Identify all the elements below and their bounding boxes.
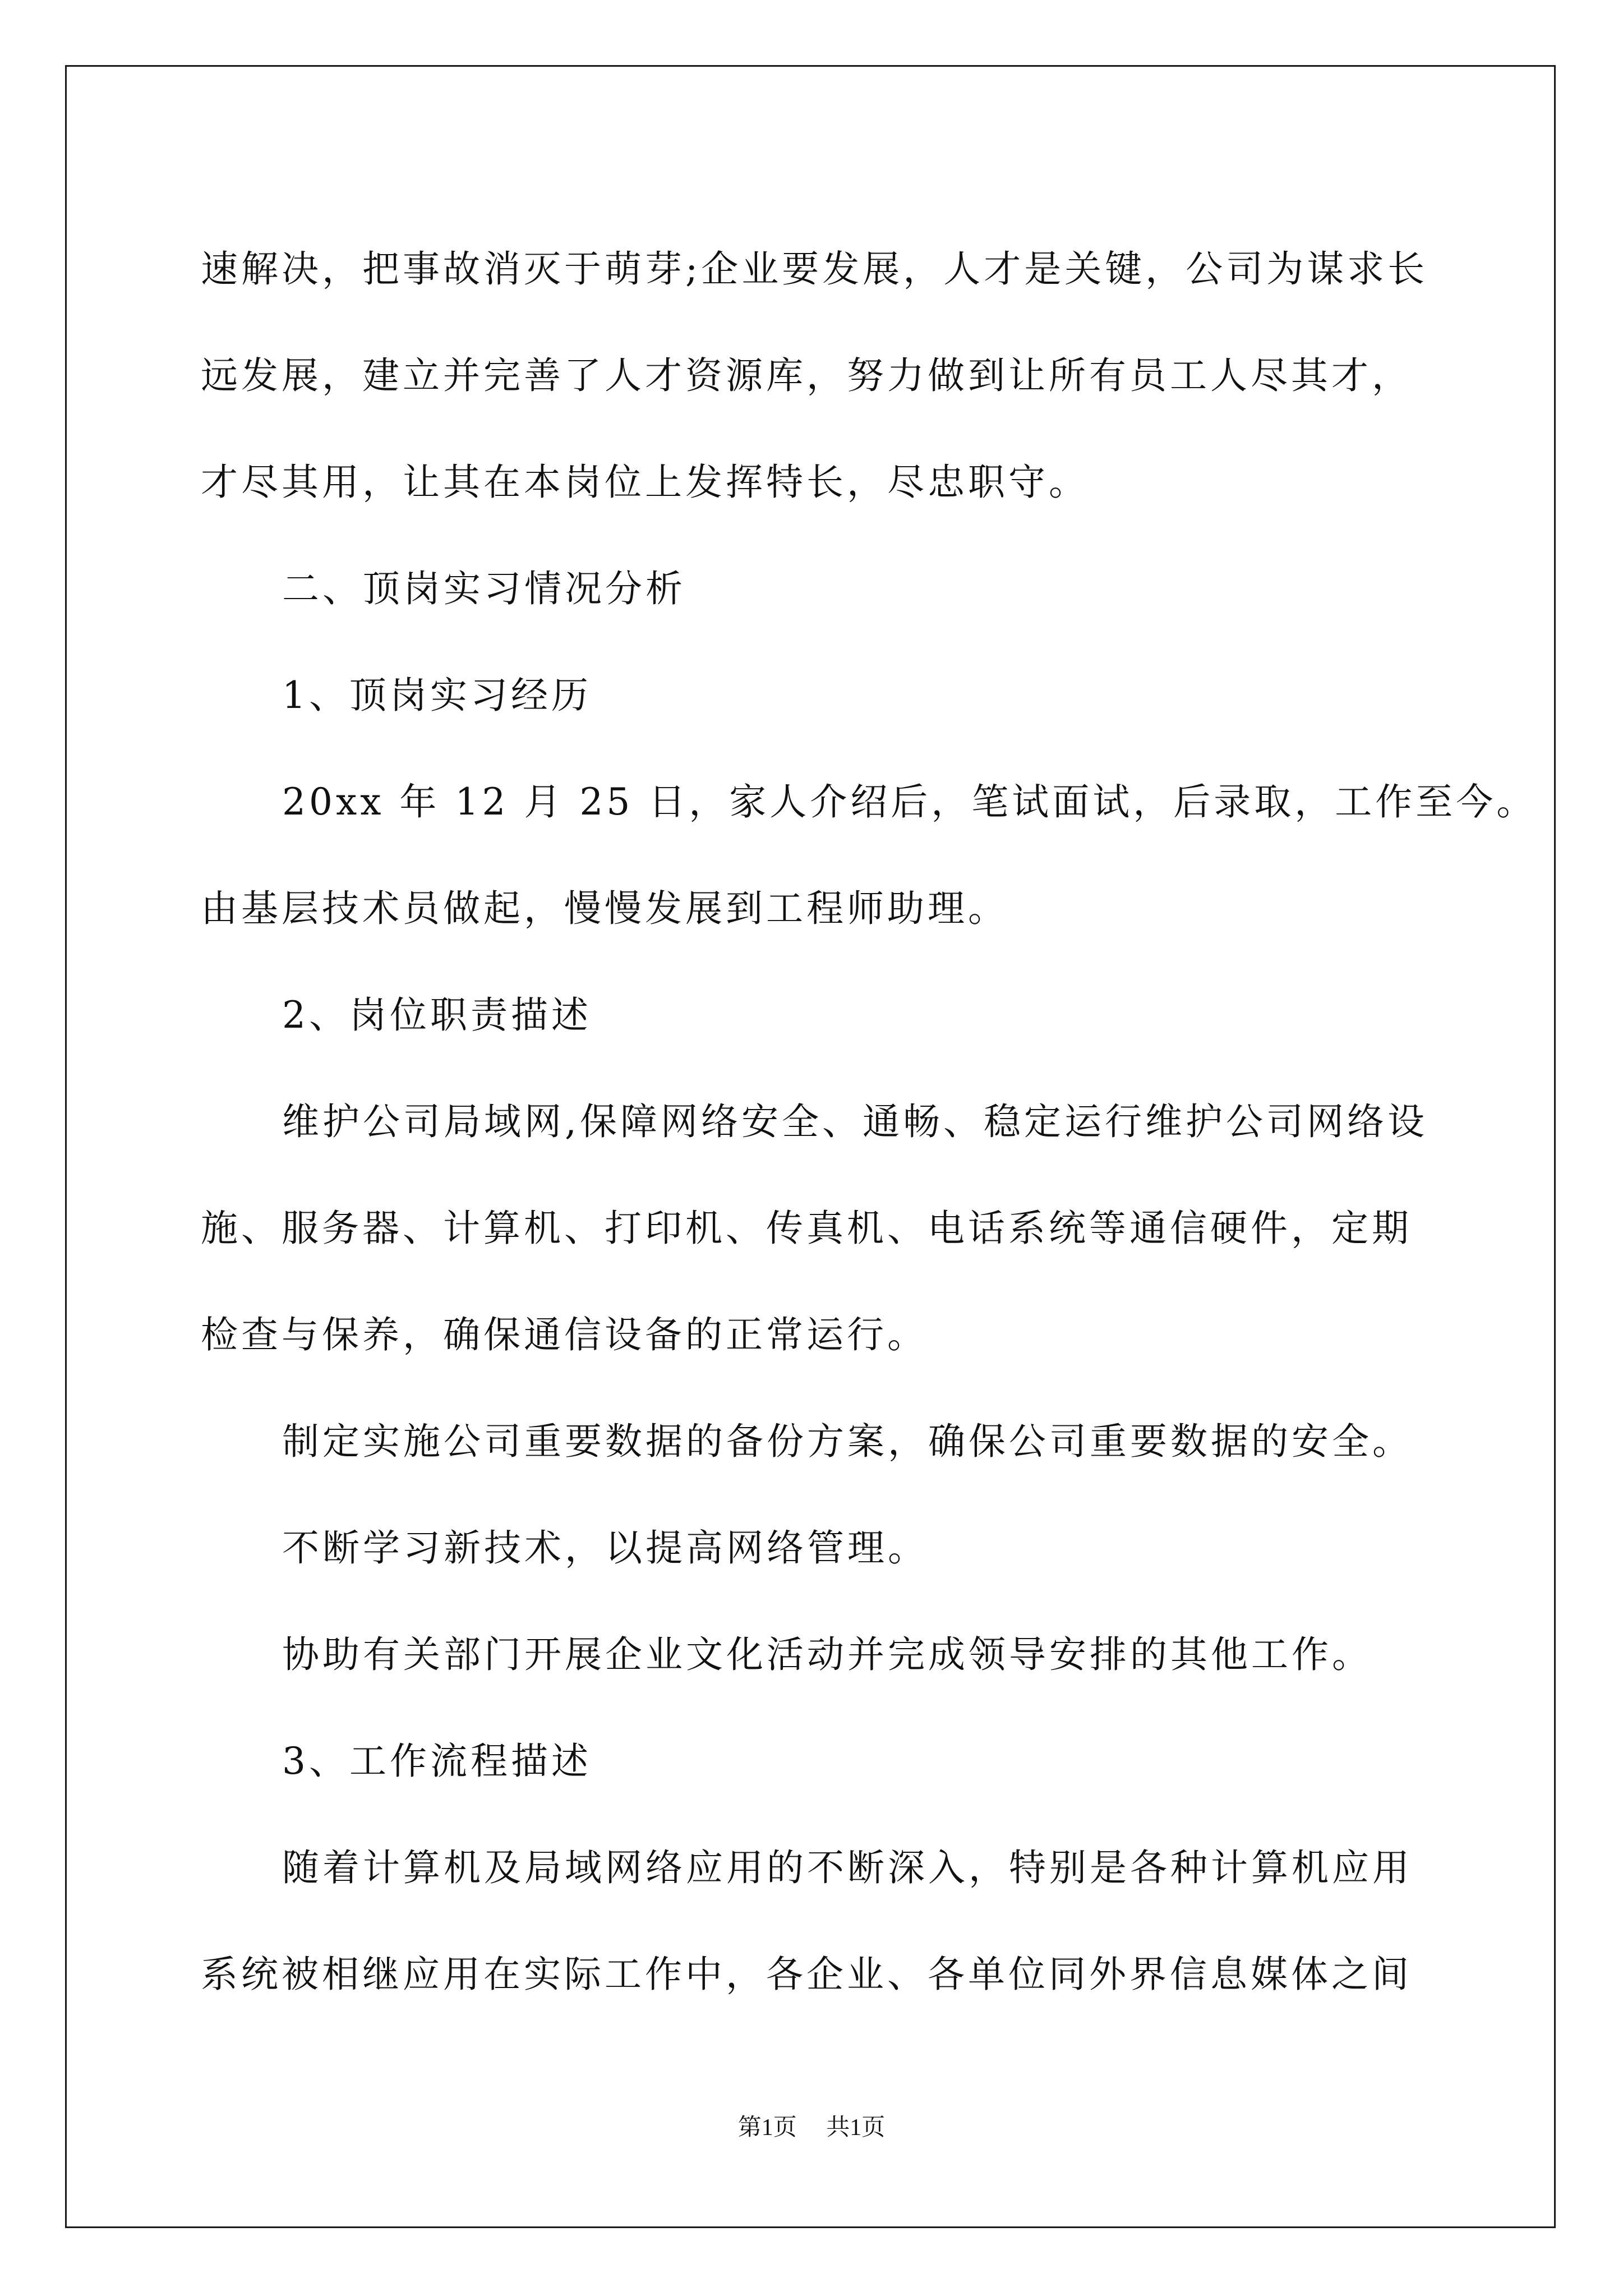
- page-footer: [0, 2112, 1623, 2143]
- text-line: 1、顶岗实习经历: [282, 674, 592, 717]
- text-line: 2、岗位职责描述: [282, 993, 592, 1037]
- text-line: 随着计算机及局域网络应用的不断深入，特别是各种计算机应用: [282, 1846, 1413, 1889]
- text-line: 不断学习新技术，以提高网络管理。: [282, 1526, 928, 1570]
- text-line: 20xx 年 12 月 25 日，家人介绍后，笔试面试，后录取，工作至今。: [282, 780, 1537, 823]
- page-number-total: 共1页: [826, 2115, 886, 2141]
- text-line: 协助有关部门开展企业文化活动并完成领导安排的其他工作。: [282, 1633, 1372, 1676]
- text-line: 制定实施公司重要数据的备份方案，确保公司重要数据的安全。: [282, 1420, 1413, 1463]
- document-body: [201, 216, 1537, 2028]
- text-line: 由基层技术员做起，慢慢发展到工程师助理。: [201, 887, 1008, 930]
- text-line: 系统被相继应用在实际工作中，各企业、各单位同外界信息媒体之间: [201, 1953, 1412, 1996]
- text-line: 二、顶岗实习情况分析: [282, 567, 686, 610]
- text-line: 才尽其用，让其在本岗位上发挥特长，尽忠职守。: [201, 461, 1089, 504]
- page-number-current: 第1页: [737, 2115, 797, 2141]
- text-line: 远发展，建立并完善了人才资源库，努力做到让所有员工人尽其才，: [201, 354, 1412, 397]
- text-line: 检查与保养，确保通信设备的正常运行。: [201, 1313, 928, 1356]
- text-line: 维护公司局域网,保障网络安全、通畅、稳定运行维护公司网络设: [282, 1100, 1428, 1143]
- text-line: 速解决，把事故消灭于萌芽;企业要发展，人才是关键，公司为谋求长: [201, 247, 1428, 291]
- text-line: 施、服务器、计算机、打印机、传真机、电话系统等通信硬件，定期: [201, 1207, 1412, 1250]
- text-line: 3、工作流程描述: [282, 1740, 592, 1783]
